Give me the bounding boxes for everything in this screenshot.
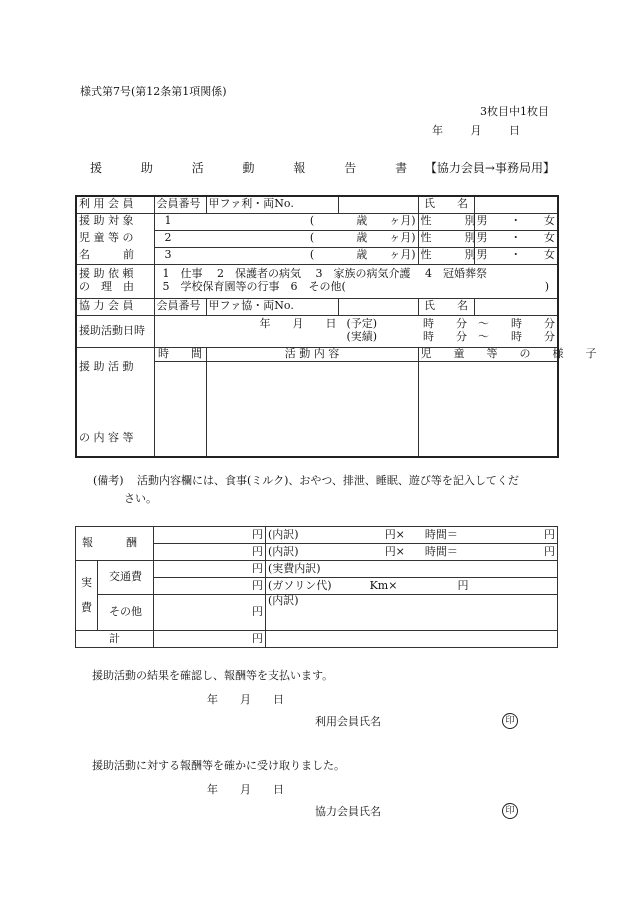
child-row[interactable] (154, 247, 418, 264)
title-char: 助 (140, 161, 153, 175)
yen-times: 円× (384, 527, 405, 541)
activity-column-header: 活 動 内 容 (206, 347, 418, 361)
sex-label: 性 別 (418, 247, 474, 264)
report-form (75, 195, 597, 458)
reason-label (76, 264, 154, 298)
yen-unit: 円 (252, 578, 263, 592)
total-amount[interactable] (154, 631, 266, 648)
male-option[interactable]: 男 (476, 214, 488, 228)
datetime-label: 援助活動日時 (76, 315, 154, 347)
page-number: 3枚目中1枚目 (480, 105, 549, 118)
month-unit: ヶ月) (389, 248, 416, 262)
user-member-label: 利 用 会 員 (76, 196, 154, 213)
paren: ( (309, 214, 315, 228)
reward-breakdown[interactable] (266, 527, 558, 544)
reward-breakdown[interactable] (266, 544, 558, 561)
transport-amount[interactable] (154, 561, 266, 578)
yen-unit: 円 (544, 527, 555, 541)
separator: ・ (510, 214, 522, 228)
age-unit: 歳 (356, 214, 368, 228)
sex-field[interactable] (474, 230, 558, 247)
transport-label: 交通費 (98, 561, 154, 595)
reason-other-close: ) (544, 280, 549, 293)
gasoline-breakdown[interactable] (266, 578, 558, 595)
confirm-seal-icon[interactable] (502, 713, 518, 729)
title-char: 書 (395, 161, 408, 175)
sex-label: 性 別 (418, 213, 474, 230)
title-char: 報 (293, 161, 306, 175)
child-status-column-header: 児 童 等 の 様 子 (418, 347, 558, 361)
member-no-label: 会員番号 (154, 196, 206, 213)
form-number: 様式第7号(第12条第1項関係) (80, 85, 227, 98)
child-no: 1 (164, 214, 172, 228)
total-label: 計 (76, 631, 154, 648)
female-option[interactable]: 女 (544, 214, 555, 228)
time-field[interactable] (154, 361, 206, 457)
breakdown-label: (内訳) (268, 544, 299, 558)
coop-member-label: 協 力 会 員 (76, 298, 154, 315)
age-unit: 歳 (356, 231, 368, 245)
month-unit: ヶ月) (389, 231, 416, 245)
receipt-text: 援助活動に対する報酬等を確かに受け取りました。 (92, 759, 345, 772)
actual-label: (実績) (346, 330, 378, 343)
date-month: 月 (470, 124, 482, 137)
separator: ・ (510, 248, 522, 262)
yen-unit: 円 (252, 561, 263, 575)
actual-breakdown[interactable]: (実費内訳) (266, 561, 558, 578)
reason-options-line2: 5 学校保育園等の行事 6 その他( (162, 280, 346, 293)
age-unit: 歳 (356, 248, 368, 262)
confirm-signer-label: 利用会員氏名 (315, 715, 381, 728)
content-label (76, 347, 154, 457)
coop-member-no-rest[interactable] (338, 298, 418, 315)
separator: ・ (510, 231, 522, 245)
planned-time: 時 分 ～ 時 分 (423, 317, 555, 331)
planned-label: (予定) (346, 317, 378, 331)
hours-equals: 時間＝ (424, 527, 458, 541)
user-member-no-rest[interactable] (338, 196, 418, 213)
datetime-field[interactable] (154, 315, 558, 347)
child-row[interactable] (154, 230, 418, 247)
note-text-line2: さい。 (124, 492, 157, 505)
female-option[interactable]: 女 (544, 248, 555, 262)
seal-mark: 印 (502, 713, 518, 729)
child-status-field[interactable] (418, 361, 558, 457)
user-name-field[interactable] (474, 196, 558, 213)
yen-unit: 円 (252, 544, 263, 558)
actual-cost-char: 実 (81, 575, 92, 589)
sex-label: 性 別 (418, 230, 474, 247)
total-blank (266, 631, 558, 648)
paren: ( (309, 231, 315, 245)
breakdown-label: (内訳) (268, 527, 299, 541)
male-option[interactable]: 男 (476, 231, 488, 245)
date-year: 年 (432, 124, 443, 137)
actual-time: 時 分 ～ 時 分 (423, 330, 555, 343)
yen-unit: 円 (252, 605, 263, 619)
seal-mark: 印 (502, 803, 518, 819)
confirm-date[interactable]: 年 月 日 (207, 693, 284, 706)
yen-unit: 円 (457, 578, 469, 592)
reward-amount[interactable] (154, 527, 266, 544)
reason-label-line2: の 理 由 (79, 280, 134, 293)
km-times: Km× (369, 578, 398, 592)
name-label: 氏 名 (418, 196, 474, 213)
sex-field[interactable] (474, 247, 558, 264)
activity-date: 年 月 日 (259, 317, 337, 331)
actual-cost-char: 費 (81, 600, 92, 614)
note-label: (備考) (93, 474, 124, 487)
member-no-label: 会員番号 (154, 298, 206, 315)
content-label-line2: の 内 容 等 (79, 431, 134, 445)
child-label: 援 助 対 象 (76, 213, 154, 230)
sex-field[interactable] (474, 213, 558, 230)
yen-unit: 円 (252, 527, 263, 541)
other-label: その他 (98, 595, 154, 631)
yen-times: 円× (384, 544, 405, 558)
female-option[interactable]: 女 (544, 231, 555, 245)
child-no: 3 (164, 248, 172, 262)
fees-table (75, 526, 558, 648)
user-member-no[interactable]: 甲ファ利・両No. (206, 196, 338, 213)
hours-equals: 時間＝ (424, 544, 458, 558)
confirm-text: 援助活動の結果を確認し、報酬等を支払います。 (92, 669, 334, 682)
time-column-header: 時 間 (154, 347, 206, 361)
reason-label-line1: 援 助 依 頼 (79, 267, 134, 281)
title-char: 動 (242, 161, 255, 175)
receipt-seal-icon[interactable] (502, 803, 518, 819)
child-row[interactable] (154, 213, 418, 230)
coop-name-field[interactable] (474, 298, 558, 315)
title-char: 活 (191, 161, 204, 175)
child-label: 名 前 (76, 247, 154, 264)
other-amount[interactable] (154, 595, 266, 631)
yen-unit: 円 (544, 544, 555, 558)
receipt-date[interactable]: 年 月 日 (207, 783, 284, 796)
child-no: 2 (164, 231, 172, 245)
document-subtitle: 【協力会員→事務局用】 (424, 161, 555, 175)
note-text-line1: 活動内容欄には、食事(ミルク)、おやつ、排泄、睡眠、遊び等を記入してくだ (137, 474, 519, 487)
reason-options[interactable] (154, 264, 558, 298)
title-char: 援 (90, 161, 103, 175)
name-label: 氏 名 (418, 298, 474, 315)
reason-options-line1: 1 仕事 2 保護者の病気 3 家族の病気介護 4 冠婚葬祭 (162, 267, 487, 281)
activity-field[interactable] (206, 361, 418, 457)
reward-amount[interactable] (154, 544, 266, 561)
transport-amount[interactable] (154, 578, 266, 595)
gasoline-label: (ガソリン代) (268, 578, 332, 592)
other-breakdown[interactable]: (内訳) (266, 595, 558, 631)
male-option[interactable]: 男 (476, 248, 488, 262)
document-title (90, 162, 555, 174)
paren: ( (309, 248, 315, 262)
title-char: 告 (344, 161, 357, 175)
receipt-signer-label: 協力会員氏名 (315, 805, 381, 818)
header-date (432, 125, 520, 136)
yen-unit: 円 (252, 631, 263, 645)
child-label: 児 童 等 の (76, 230, 154, 247)
actual-cost-label (76, 561, 98, 631)
date-day: 日 (509, 124, 520, 137)
coop-member-no[interactable]: 甲ファ協・両No. (206, 298, 338, 315)
month-unit: ヶ月) (389, 214, 416, 228)
content-label-line1: 援 助 活 動 (79, 359, 134, 373)
reward-label: 報 酬 (76, 527, 154, 561)
